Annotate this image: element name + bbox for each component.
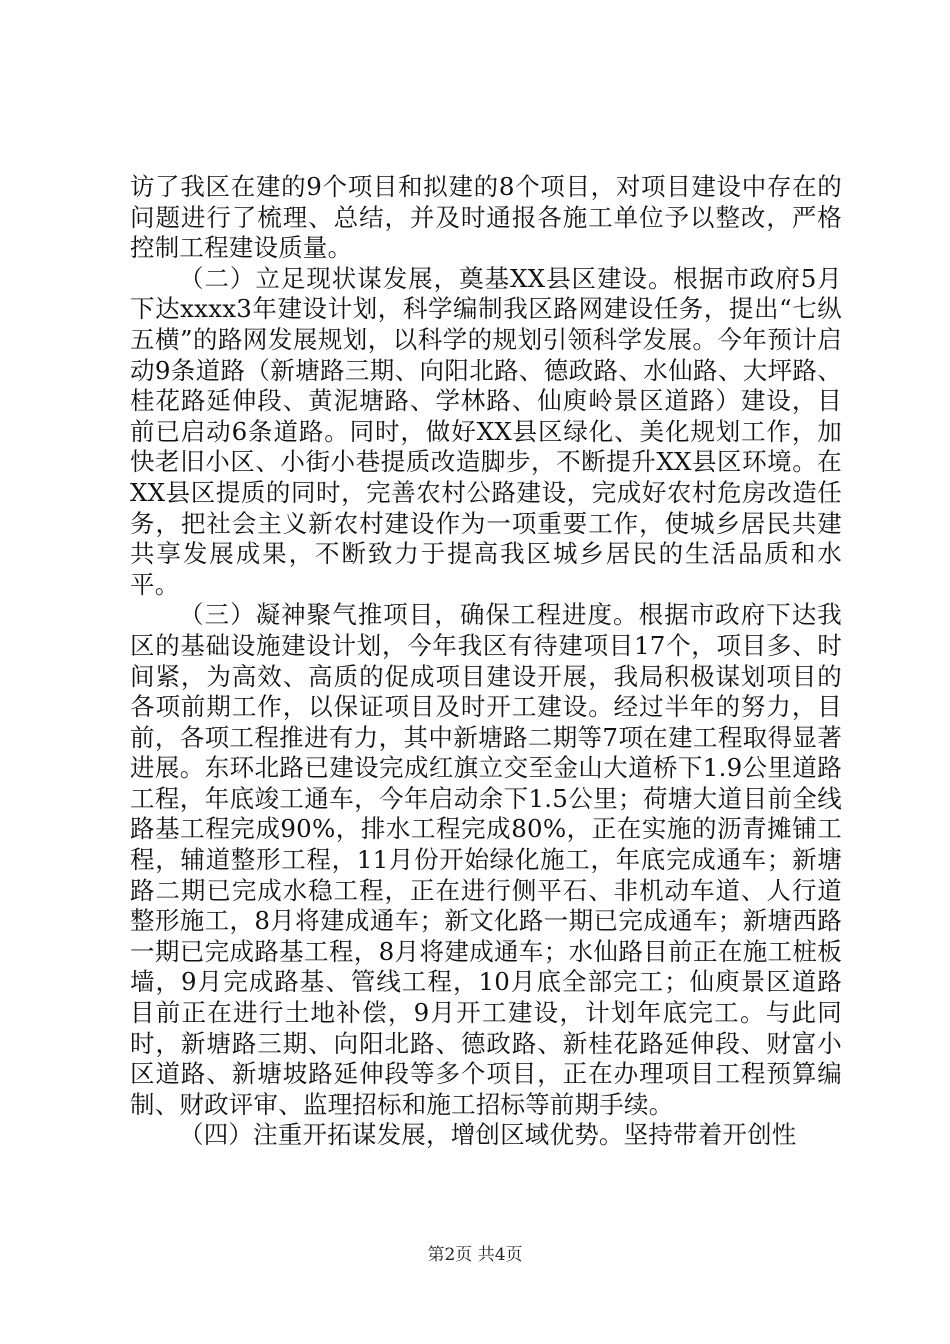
paragraph-continuation: 访了我区在建的9个项目和拟建的8个项目，对项目建设中存在的问题进行了梳理、总结，并及时通报各施工单位予以整改，严格控制工程建设质量。 [130, 172, 842, 263]
paragraph-section-two: （二）立足现状谋发展，奠基XX县区建设。根据市政府5月下达xxxx3年建设计划，科学编制我区路网建设任务，提出“七纵五横”的路网发展规划，以科学的规划引领科学发展。今年预计启动9条道路（新塘路三期、向阳北路、德政路、水仙路、大坪路、桂花路延伸段、黄泥塘路、学林路、仙庾岭景区道路）建设，目前已启动6条道路。同时，做好XX县区绿化、美化规划工作，加快老旧小区、小街小巷提质改造脚步，不断提升XX县区环境。在XX县区提质的同时，完善农村公路建设，完成好农村危房改造任务，把社会主义新农村建设作为一项重要工作，使城乡居民共建共享发展成果，不断致力于提高我区城乡居民的生活品质和水平。 [130, 263, 842, 599]
document-body [130, 172, 842, 1151]
paragraph-section-four: （四）注重开拓谋发展，增创区域优势。坚持带着开创性 [179, 1120, 797, 1150]
paragraph-section-three: （三）凝神聚气推项目，确保工程进度。根据市政府下达我区的基础设施建设计划，今年我区有待建项目17个，项目多、时间紧，为高效、高质的促成项目建设开展，我局积极谋划项目的各项前期工作，以保证项目及时开工建设。经过半年的努力，目前，各项工程推进有力，其中新塘路二期等7项在建工程取得显著进展。东环北路已建设完成红旗立交至金山大道桥下1.9公里道路工程，年底竣工通车，今年启动余下1.5公里；荷塘大道目前全线路基工程完成90%，排水工程完成80%，正在实施的沥青摊铺工程，辅道整形工程，11月份开始绿化施工，年底完成通车；新塘路二期已完成水稳工程，正在进行侧平石、非机动车道、人行道整形施工，8月将建成通车；新文化路一期已完成通车；新塘西路一期已完成路基工程，8月将建成通车；水仙路目前正在施工桩板墙，9月完成路基、管线工程，10月底全部完工；仙庾景区道路目前正在进行土地补偿，9月开工建设，计划年底完工。与此同时，新塘路三期、向阳北路、德政路、新桂花路延伸段、财富小区道路、新塘坡路延伸段等多个项目，正在办理项目工程预算编制、财政评审、监理招标和施工招标等前期手续。 [130, 600, 842, 1119]
page-footer: 第2页 共4页 [427, 1245, 523, 1265]
